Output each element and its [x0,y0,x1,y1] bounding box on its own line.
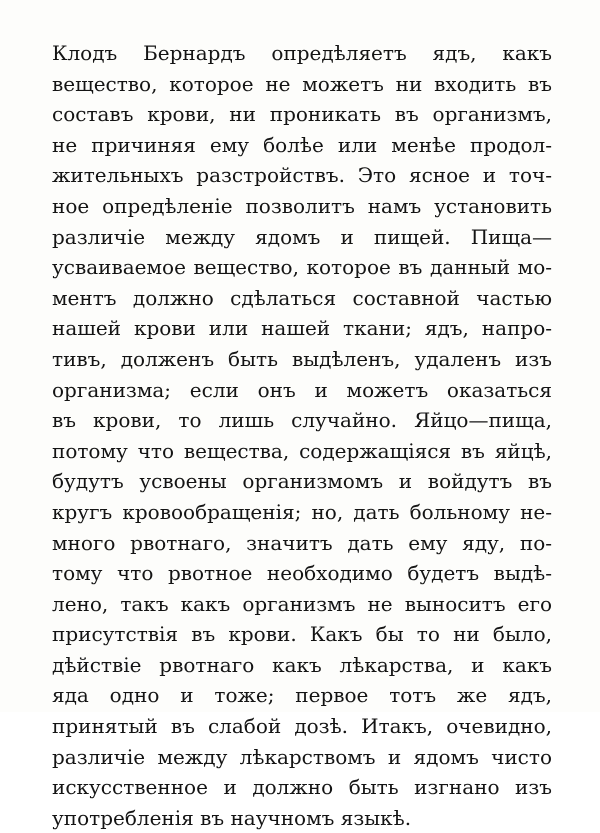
text-line: потому что вещества, содержащіяся въ яйцѣ, [52,438,552,463]
text-line: вещество, которое не можетъ ни входить въ [52,71,552,96]
text-line: ментъ должно сдѣлаться составной частью [52,285,552,310]
text-line: яда одно и тоже; первое тотъ же ядъ, [52,683,552,708]
text-line: организма; если онъ и можетъ оказаться [52,377,552,402]
text-line: искусственное и должно быть изгнано изъ [52,775,552,800]
text-line: усваиваемое вещество, которое въ данный мо- [52,255,552,280]
text-line: будутъ усвоены организмомъ и войдутъ въ [52,469,552,494]
text-line: Клодъ Бернардъ опредѣляетъ ядъ, какъ [52,41,552,65]
text-line: тивъ, долженъ быть выдѣленъ, удаленъ изъ [52,346,552,371]
text-line: кругъ кровообращенія; но, дать больному не- [52,499,552,524]
text-line: лено, такъ какъ организмъ не выноситъ его [52,591,552,616]
text-line: различіе между лѣкарствомъ и ядомъ чисто [52,744,552,769]
text-line: не причиняя ему болѣе или менѣе продол- [52,132,552,157]
text-line: ное опредѣленіе позволитъ намъ установить [52,193,552,218]
text-line: принятый въ слабой дозѣ. Итакъ, очевидно, [52,714,552,739]
text-line: присутствія въ крови. Какъ бы то ни было, [52,622,552,647]
text-line: жительныхъ разстройствъ. Это ясное и точ- [52,163,552,188]
text-paragraph [52,38,552,833]
text-line: въ крови, то лишь случайно. Яйцо—пища, [52,408,552,433]
text-line: много рвотнаго, значитъ дать ему яду, по- [52,530,552,555]
text-line: различіе между ядомъ и пищей. Пища— [52,224,552,249]
text-line: тому что рвотное необходимо будетъ выдѣ- [52,561,552,586]
text-line: употребленія въ научномъ языкѣ. [52,805,412,830]
text-line: дѣйствіе рвотнаго какъ лѣкарства, и какъ [52,652,552,677]
text-line: нашей крови или нашей ткани; ядъ, напро- [52,316,552,341]
text-line: составъ крови, ни проникать въ организмъ, [52,102,552,127]
